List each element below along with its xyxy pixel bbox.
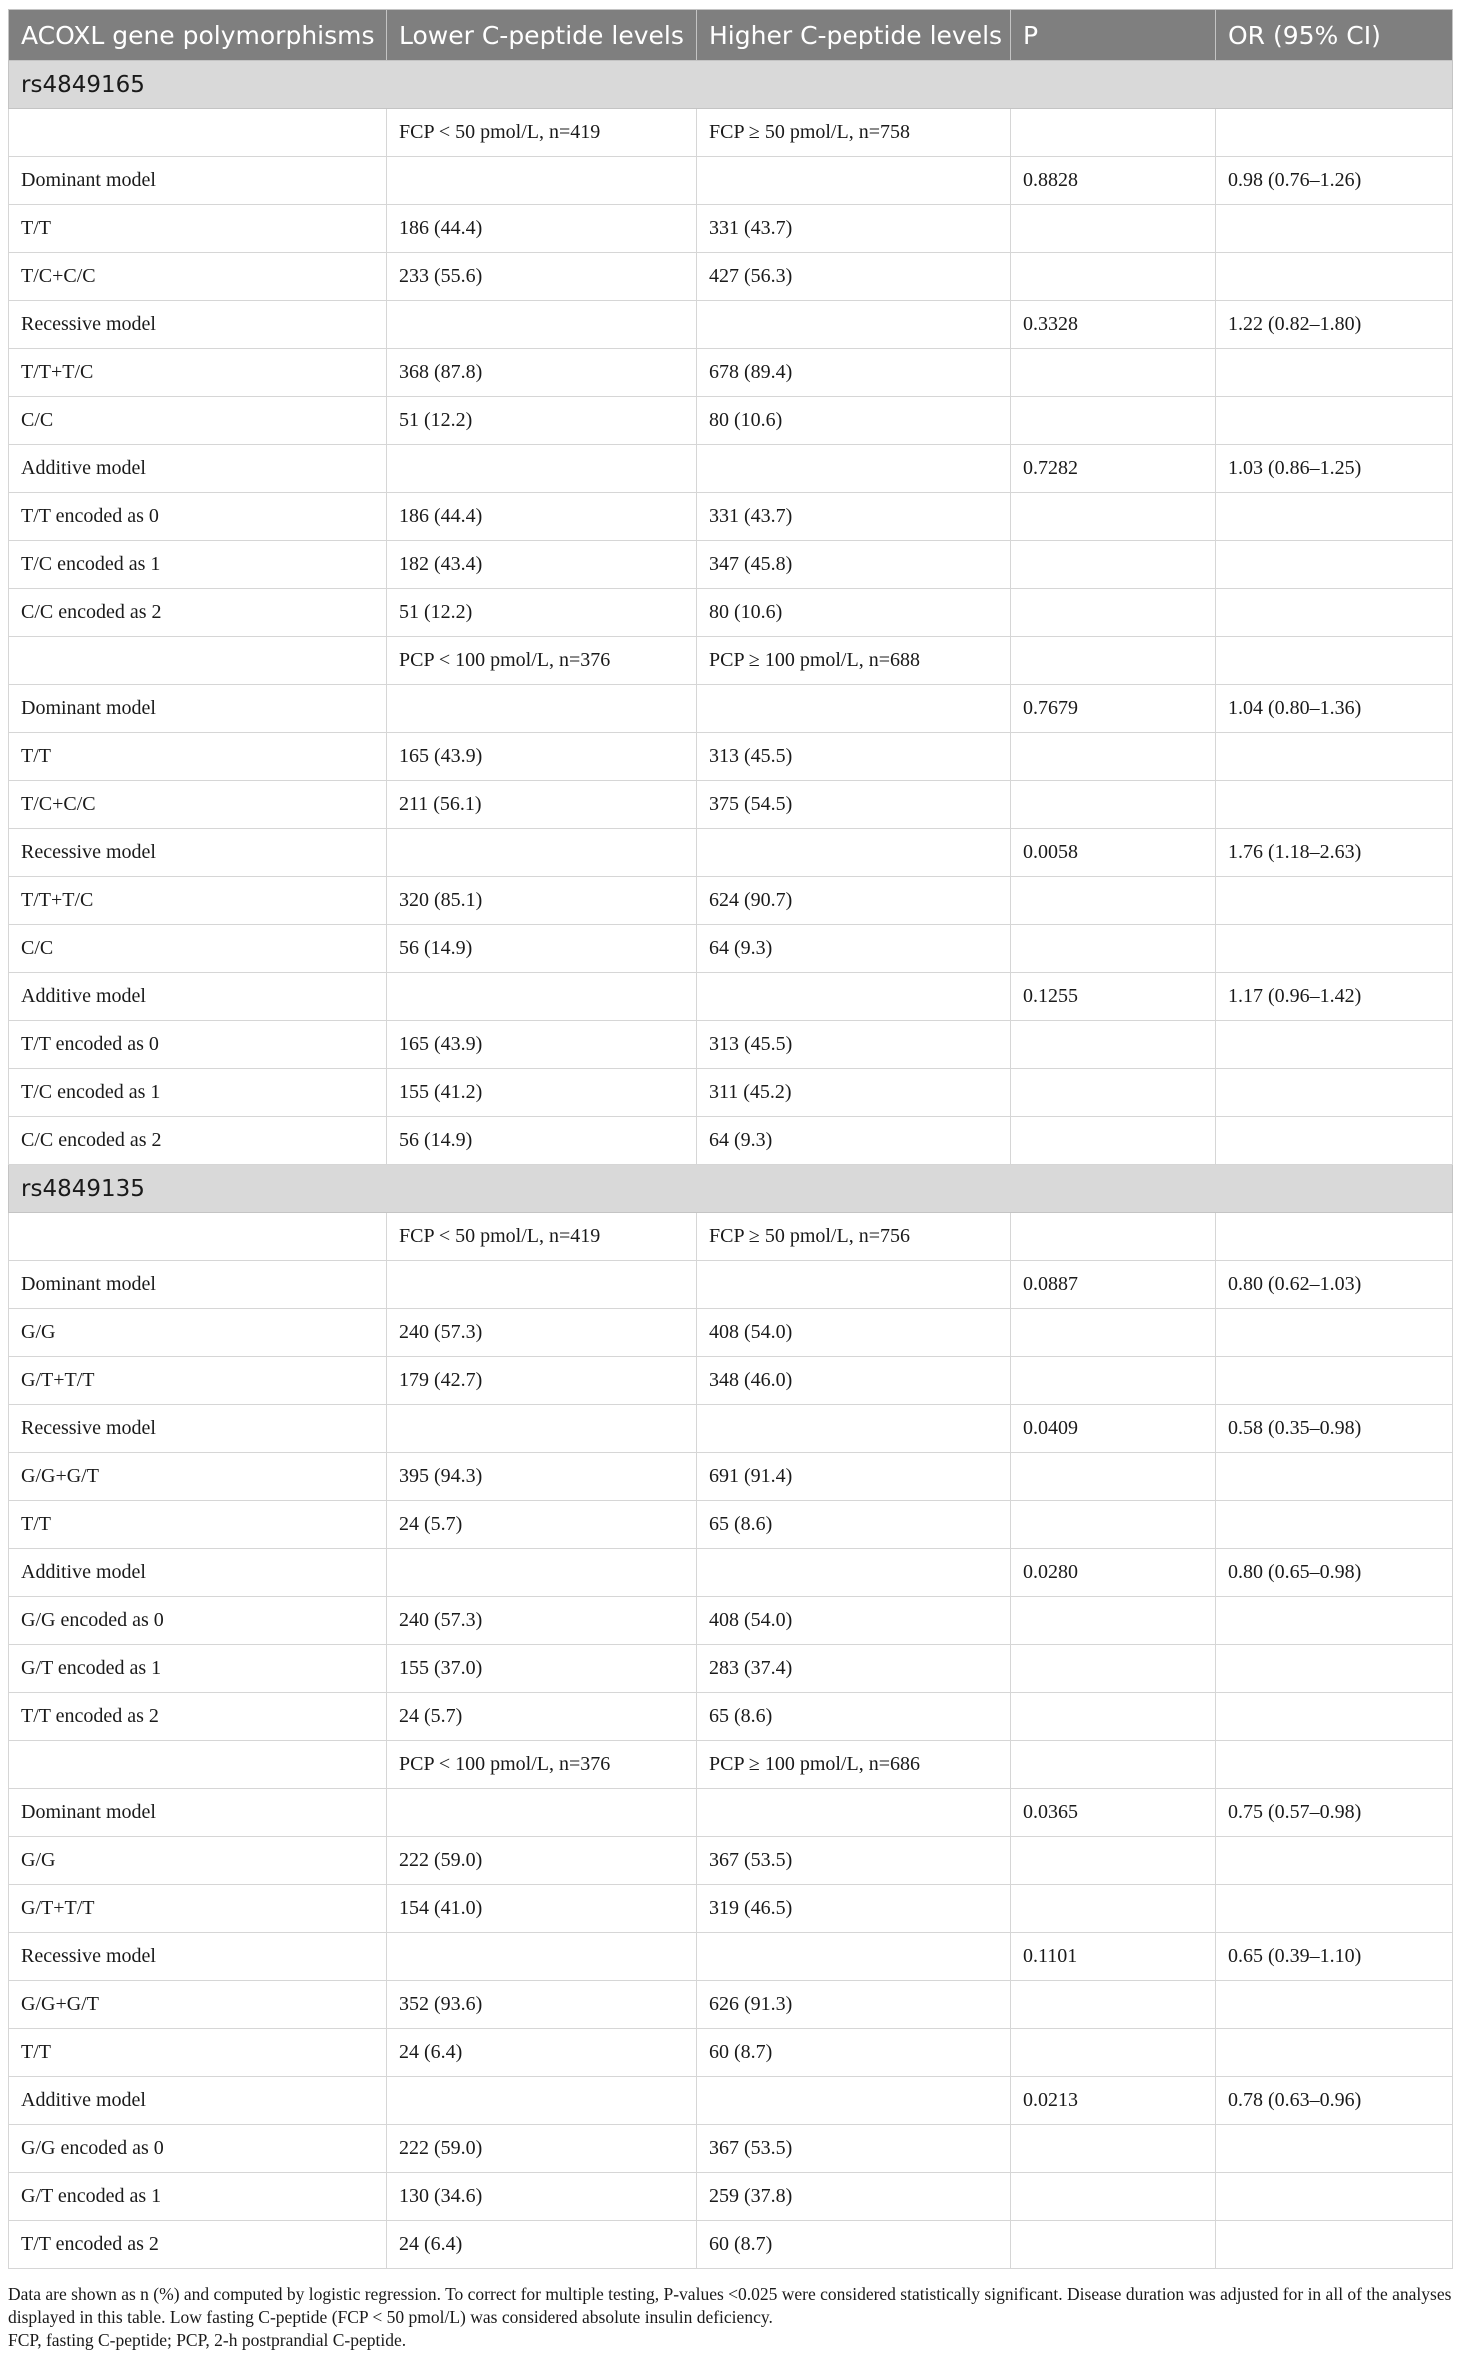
table-row: [9, 733, 1453, 781]
row-or-value: [1216, 253, 1453, 301]
row-p-value: 0.0280: [1011, 1549, 1216, 1597]
row-label: G/G encoded as 0: [9, 1597, 387, 1645]
row-p-value: 0.0213: [1011, 2077, 1216, 2125]
row-higher-value: [697, 1549, 1011, 1597]
row-or-value: [1216, 1693, 1453, 1741]
row-label: T/C+C/C: [9, 781, 387, 829]
table-row: [9, 1309, 1453, 1357]
table-row: [9, 1021, 1453, 1069]
row-or-value: 0.78 (0.63–0.96): [1216, 2077, 1453, 2125]
row-p-value: [1011, 1981, 1216, 2029]
row-lower-value: 154 (41.0): [387, 1885, 697, 1933]
row-higher-value: [697, 157, 1011, 205]
row-p-value: 0.0058: [1011, 829, 1216, 877]
row-higher-value: 259 (37.8): [697, 2173, 1011, 2221]
row-lower-value: 211 (56.1): [387, 781, 697, 829]
row-lower-value: 240 (57.3): [387, 1309, 697, 1357]
row-higher-value: 367 (53.5): [697, 1837, 1011, 1885]
row-or-value: [1216, 877, 1453, 925]
row-higher-value: [697, 1789, 1011, 1837]
row-higher-value: 408 (54.0): [697, 1309, 1011, 1357]
table-row: [9, 1645, 1453, 1693]
footnote-text: Data are shown as n (%) and computed by logistic regression. To correct for multiple testing, P-values <0.025 were considered statistically significant. Disease duration was adjusted for in all of the analyses displayed in this table. Low fasting C-peptide (FCP < 50 pmol/L) was considered absolute insulin deficiency.: [8, 2284, 1452, 2327]
row-label: T/T encoded as 2: [9, 2221, 387, 2269]
row-label: T/T: [9, 1501, 387, 1549]
row-lower-value: [387, 1549, 697, 1597]
row-p-value: [1011, 1069, 1216, 1117]
group-spacer-cell: [1011, 109, 1216, 157]
row-p-value: [1011, 2173, 1216, 2221]
row-higher-value: 678 (89.4): [697, 349, 1011, 397]
row-higher-value: 348 (46.0): [697, 1357, 1011, 1405]
row-higher-value: 311 (45.2): [697, 1069, 1011, 1117]
group-spacer-cell: [1216, 1741, 1453, 1789]
row-lower-value: [387, 2077, 697, 2125]
row-lower-value: 24 (5.7): [387, 1693, 697, 1741]
row-higher-value: 60 (8.7): [697, 2221, 1011, 2269]
row-p-value: [1011, 781, 1216, 829]
row-label: G/G+G/T: [9, 1453, 387, 1501]
row-lower-value: 222 (59.0): [387, 1837, 697, 1885]
row-p-value: [1011, 1501, 1216, 1549]
row-label: T/C encoded as 1: [9, 1069, 387, 1117]
row-p-value: [1011, 205, 1216, 253]
table-row: [9, 1549, 1453, 1597]
table-row: [9, 349, 1453, 397]
row-label: G/T encoded as 1: [9, 2173, 387, 2221]
row-label: Additive model: [9, 973, 387, 1021]
table-row: [9, 877, 1453, 925]
row-or-value: [1216, 1357, 1453, 1405]
row-or-value: 1.03 (0.86–1.25): [1216, 445, 1453, 493]
row-or-value: 1.22 (0.82–1.80): [1216, 301, 1453, 349]
row-label: T/T: [9, 205, 387, 253]
row-higher-value: 624 (90.7): [697, 877, 1011, 925]
row-lower-value: 368 (87.8): [387, 349, 697, 397]
row-or-value: 0.75 (0.57–0.98): [1216, 1789, 1453, 1837]
row-lower-value: [387, 1405, 697, 1453]
table-row: [9, 2173, 1453, 2221]
row-higher-value: 408 (54.0): [697, 1597, 1011, 1645]
row-p-value: 0.1101: [1011, 1933, 1216, 1981]
group-high-threshold: PCP ≥ 100 pmol/L, n=686: [697, 1741, 1011, 1789]
row-or-value: [1216, 493, 1453, 541]
row-label: T/T: [9, 733, 387, 781]
row-lower-value: 165 (43.9): [387, 733, 697, 781]
row-higher-value: 80 (10.6): [697, 589, 1011, 637]
row-lower-value: 179 (42.7): [387, 1357, 697, 1405]
table-row: [9, 589, 1453, 637]
row-or-value: [1216, 2221, 1453, 2269]
group-spacer-cell: [1011, 1741, 1216, 1789]
row-label: Recessive model: [9, 1405, 387, 1453]
row-p-value: [1011, 493, 1216, 541]
row-label: C/C: [9, 925, 387, 973]
row-p-value: [1011, 2221, 1216, 2269]
table-row: [9, 205, 1453, 253]
row-lower-value: 56 (14.9): [387, 925, 697, 973]
row-or-value: 1.76 (1.18–2.63): [1216, 829, 1453, 877]
table-row: [9, 157, 1453, 205]
table-row: [9, 541, 1453, 589]
row-label: G/G encoded as 0: [9, 2125, 387, 2173]
group-header-row: [9, 1213, 1453, 1261]
row-higher-value: 626 (91.3): [697, 1981, 1011, 2029]
table-row: [9, 301, 1453, 349]
row-label: T/T encoded as 0: [9, 1021, 387, 1069]
table-row: [9, 2125, 1453, 2173]
table-row: [9, 973, 1453, 1021]
row-or-value: [1216, 205, 1453, 253]
row-higher-value: 64 (9.3): [697, 925, 1011, 973]
row-p-value: [1011, 349, 1216, 397]
row-p-value: 0.0409: [1011, 1405, 1216, 1453]
row-label: T/C+C/C: [9, 253, 387, 301]
row-higher-value: 313 (45.5): [697, 1021, 1011, 1069]
table-row: [9, 253, 1453, 301]
table-row: [9, 1405, 1453, 1453]
group-header-row: [9, 1741, 1453, 1789]
table-row: [9, 1981, 1453, 2029]
row-higher-value: 347 (45.8): [697, 541, 1011, 589]
row-higher-value: [697, 2077, 1011, 2125]
row-p-value: 0.7679: [1011, 685, 1216, 733]
header-polymorphisms: ACOXL gene polymorphisms: [9, 10, 387, 61]
row-lower-value: 320 (85.1): [387, 877, 697, 925]
table-row: [9, 2077, 1453, 2125]
row-label: Recessive model: [9, 829, 387, 877]
row-label: T/T+T/C: [9, 877, 387, 925]
row-or-value: [1216, 1597, 1453, 1645]
genotype-association-table: [8, 9, 1453, 2269]
row-p-value: [1011, 733, 1216, 781]
row-lower-value: 233 (55.6): [387, 253, 697, 301]
row-or-value: 0.80 (0.65–0.98): [1216, 1549, 1453, 1597]
group-low-threshold: PCP < 100 pmol/L, n=376: [387, 1741, 697, 1789]
row-p-value: 0.3328: [1011, 301, 1216, 349]
row-lower-value: 186 (44.4): [387, 493, 697, 541]
row-or-value: [1216, 349, 1453, 397]
results-table-document: [8, 9, 1452, 2352]
table-row: [9, 925, 1453, 973]
table-row: [9, 781, 1453, 829]
row-or-value: [1216, 541, 1453, 589]
group-spacer-cell: [9, 109, 387, 157]
table-row: [9, 2029, 1453, 2077]
row-or-value: [1216, 589, 1453, 637]
table-row: [9, 1933, 1453, 1981]
row-higher-value: 60 (8.7): [697, 2029, 1011, 2077]
row-or-value: [1216, 781, 1453, 829]
row-or-value: [1216, 1069, 1453, 1117]
row-label: Dominant model: [9, 1261, 387, 1309]
row-label: Additive model: [9, 1549, 387, 1597]
row-higher-value: 331 (43.7): [697, 205, 1011, 253]
section-title: rs4849135: [9, 1165, 1453, 1213]
row-or-value: [1216, 2029, 1453, 2077]
row-label: Dominant model: [9, 685, 387, 733]
header-p-value: P: [1011, 10, 1216, 61]
table-row: [9, 1261, 1453, 1309]
row-lower-value: [387, 1261, 697, 1309]
row-label: Recessive model: [9, 301, 387, 349]
table-row: [9, 1069, 1453, 1117]
table-header-row: [9, 10, 1453, 61]
table-row: [9, 1837, 1453, 1885]
row-label: C/C: [9, 397, 387, 445]
table-row: [9, 1693, 1453, 1741]
table-row: [9, 1789, 1453, 1837]
row-lower-value: 182 (43.4): [387, 541, 697, 589]
row-p-value: [1011, 253, 1216, 301]
group-spacer-cell: [9, 1741, 387, 1789]
row-label: G/G: [9, 1309, 387, 1357]
row-lower-value: 24 (6.4): [387, 2221, 697, 2269]
row-lower-value: 165 (43.9): [387, 1021, 697, 1069]
row-higher-value: [697, 1933, 1011, 1981]
row-or-value: [1216, 2125, 1453, 2173]
row-p-value: [1011, 925, 1216, 973]
row-lower-value: 155 (41.2): [387, 1069, 697, 1117]
row-higher-value: 427 (56.3): [697, 253, 1011, 301]
row-p-value: 0.7282: [1011, 445, 1216, 493]
row-p-value: 0.0365: [1011, 1789, 1216, 1837]
row-or-value: [1216, 1021, 1453, 1069]
row-label: G/G+G/T: [9, 1981, 387, 2029]
section-title: rs4849165: [9, 61, 1453, 109]
row-higher-value: 375 (54.5): [697, 781, 1011, 829]
row-lower-value: 51 (12.2): [387, 589, 697, 637]
row-higher-value: 331 (43.7): [697, 493, 1011, 541]
row-lower-value: [387, 973, 697, 1021]
row-label: G/G: [9, 1837, 387, 1885]
row-p-value: [1011, 1885, 1216, 1933]
header-lower-c-peptide: Lower C-peptide levels: [387, 10, 697, 61]
group-spacer-cell: [1216, 637, 1453, 685]
table-row: [9, 2221, 1453, 2269]
group-spacer-cell: [1011, 1213, 1216, 1261]
row-higher-value: 64 (9.3): [697, 1117, 1011, 1165]
row-label: Additive model: [9, 2077, 387, 2125]
row-or-value: [1216, 397, 1453, 445]
row-or-value: [1216, 1117, 1453, 1165]
group-spacer-cell: [1011, 637, 1216, 685]
row-lower-value: 222 (59.0): [387, 2125, 697, 2173]
row-label: T/C encoded as 1: [9, 541, 387, 589]
row-higher-value: [697, 973, 1011, 1021]
row-lower-value: 186 (44.4): [387, 205, 697, 253]
row-or-value: [1216, 1837, 1453, 1885]
row-higher-value: [697, 685, 1011, 733]
group-spacer-cell: [1216, 1213, 1453, 1261]
row-p-value: [1011, 1117, 1216, 1165]
row-p-value: [1011, 877, 1216, 925]
row-or-value: 0.58 (0.35–0.98): [1216, 1405, 1453, 1453]
row-lower-value: 155 (37.0): [387, 1645, 697, 1693]
row-or-value: [1216, 1453, 1453, 1501]
row-or-value: 0.80 (0.62–1.03): [1216, 1261, 1453, 1309]
header-odds-ratio: OR (95% CI): [1216, 10, 1453, 61]
group-high-threshold: FCP ≥ 50 pmol/L, n=756: [697, 1213, 1011, 1261]
row-lower-value: [387, 1933, 697, 1981]
row-lower-value: [387, 685, 697, 733]
row-label: C/C encoded as 2: [9, 1117, 387, 1165]
table-row: [9, 1453, 1453, 1501]
table-row: [9, 829, 1453, 877]
row-label: Additive model: [9, 445, 387, 493]
row-p-value: [1011, 1645, 1216, 1693]
group-spacer-cell: [1216, 109, 1453, 157]
row-p-value: [1011, 1597, 1216, 1645]
table-row: [9, 1885, 1453, 1933]
row-higher-value: [697, 1405, 1011, 1453]
row-p-value: [1011, 541, 1216, 589]
row-p-value: [1011, 2029, 1216, 2077]
table-footnote: [8, 2283, 1452, 2352]
group-high-threshold: PCP ≥ 100 pmol/L, n=688: [697, 637, 1011, 685]
row-label: G/T encoded as 1: [9, 1645, 387, 1693]
row-higher-value: 80 (10.6): [697, 397, 1011, 445]
row-lower-value: 130 (34.6): [387, 2173, 697, 2221]
row-p-value: [1011, 1453, 1216, 1501]
row-higher-value: [697, 1261, 1011, 1309]
row-label: Dominant model: [9, 157, 387, 205]
group-low-threshold: PCP < 100 pmol/L, n=376: [387, 637, 697, 685]
row-or-value: 0.65 (0.39–1.10): [1216, 1933, 1453, 1981]
row-lower-value: 51 (12.2): [387, 397, 697, 445]
group-spacer-cell: [9, 1213, 387, 1261]
footnote-abbreviations: FCP, fasting C-peptide; PCP, 2-h postprandial C-peptide.: [8, 2330, 407, 2350]
row-lower-value: [387, 157, 697, 205]
table-body: [9, 61, 1453, 2269]
row-lower-value: 24 (5.7): [387, 1501, 697, 1549]
row-p-value: [1011, 1021, 1216, 1069]
row-label: T/T encoded as 2: [9, 1693, 387, 1741]
table-row: [9, 1597, 1453, 1645]
row-p-value: 0.0887: [1011, 1261, 1216, 1309]
table-row: [9, 1501, 1453, 1549]
row-or-value: 0.98 (0.76–1.26): [1216, 157, 1453, 205]
row-lower-value: [387, 829, 697, 877]
row-lower-value: [387, 301, 697, 349]
row-label: G/T+T/T: [9, 1885, 387, 1933]
row-p-value: 0.8828: [1011, 157, 1216, 205]
table-row: [9, 493, 1453, 541]
row-higher-value: [697, 445, 1011, 493]
section-row: [9, 61, 1453, 109]
row-label: Dominant model: [9, 1789, 387, 1837]
row-higher-value: 367 (53.5): [697, 2125, 1011, 2173]
row-or-value: [1216, 1981, 1453, 2029]
row-p-value: [1011, 589, 1216, 637]
row-higher-value: 691 (91.4): [697, 1453, 1011, 1501]
group-spacer-cell: [9, 637, 387, 685]
table-row: [9, 445, 1453, 493]
row-higher-value: 65 (8.6): [697, 1501, 1011, 1549]
row-p-value: [1011, 397, 1216, 445]
table-row: [9, 397, 1453, 445]
row-or-value: [1216, 925, 1453, 973]
row-or-value: 1.04 (0.80–1.36): [1216, 685, 1453, 733]
row-or-value: [1216, 1309, 1453, 1357]
table-row: [9, 1117, 1453, 1165]
row-or-value: [1216, 733, 1453, 781]
row-lower-value: [387, 1789, 697, 1837]
row-label: Recessive model: [9, 1933, 387, 1981]
row-or-value: [1216, 1885, 1453, 1933]
row-or-value: [1216, 1501, 1453, 1549]
group-high-threshold: FCP ≥ 50 pmol/L, n=758: [697, 109, 1011, 157]
row-label: T/T encoded as 0: [9, 493, 387, 541]
row-higher-value: [697, 829, 1011, 877]
row-label: G/T+T/T: [9, 1357, 387, 1405]
row-p-value: 0.1255: [1011, 973, 1216, 1021]
section-row: [9, 1165, 1453, 1213]
table-row: [9, 685, 1453, 733]
row-label: T/T: [9, 2029, 387, 2077]
row-higher-value: 313 (45.5): [697, 733, 1011, 781]
header-higher-c-peptide: Higher C-peptide levels: [697, 10, 1011, 61]
group-low-threshold: FCP < 50 pmol/L, n=419: [387, 109, 697, 157]
row-or-value: [1216, 2173, 1453, 2221]
row-lower-value: 240 (57.3): [387, 1597, 697, 1645]
row-p-value: [1011, 1357, 1216, 1405]
row-lower-value: [387, 445, 697, 493]
row-higher-value: [697, 301, 1011, 349]
row-or-value: 1.17 (0.96–1.42): [1216, 973, 1453, 1021]
row-higher-value: 65 (8.6): [697, 1693, 1011, 1741]
group-header-row: [9, 637, 1453, 685]
row-higher-value: 319 (46.5): [697, 1885, 1011, 1933]
row-lower-value: 24 (6.4): [387, 2029, 697, 2077]
group-low-threshold: FCP < 50 pmol/L, n=419: [387, 1213, 697, 1261]
group-header-row: [9, 109, 1453, 157]
row-or-value: [1216, 1645, 1453, 1693]
row-label: T/T+T/C: [9, 349, 387, 397]
row-p-value: [1011, 1693, 1216, 1741]
row-lower-value: 352 (93.6): [387, 1981, 697, 2029]
row-p-value: [1011, 1309, 1216, 1357]
row-p-value: [1011, 2125, 1216, 2173]
row-higher-value: 283 (37.4): [697, 1645, 1011, 1693]
table-row: [9, 1357, 1453, 1405]
row-lower-value: 56 (14.9): [387, 1117, 697, 1165]
row-lower-value: 395 (94.3): [387, 1453, 697, 1501]
row-p-value: [1011, 1837, 1216, 1885]
row-label: C/C encoded as 2: [9, 589, 387, 637]
